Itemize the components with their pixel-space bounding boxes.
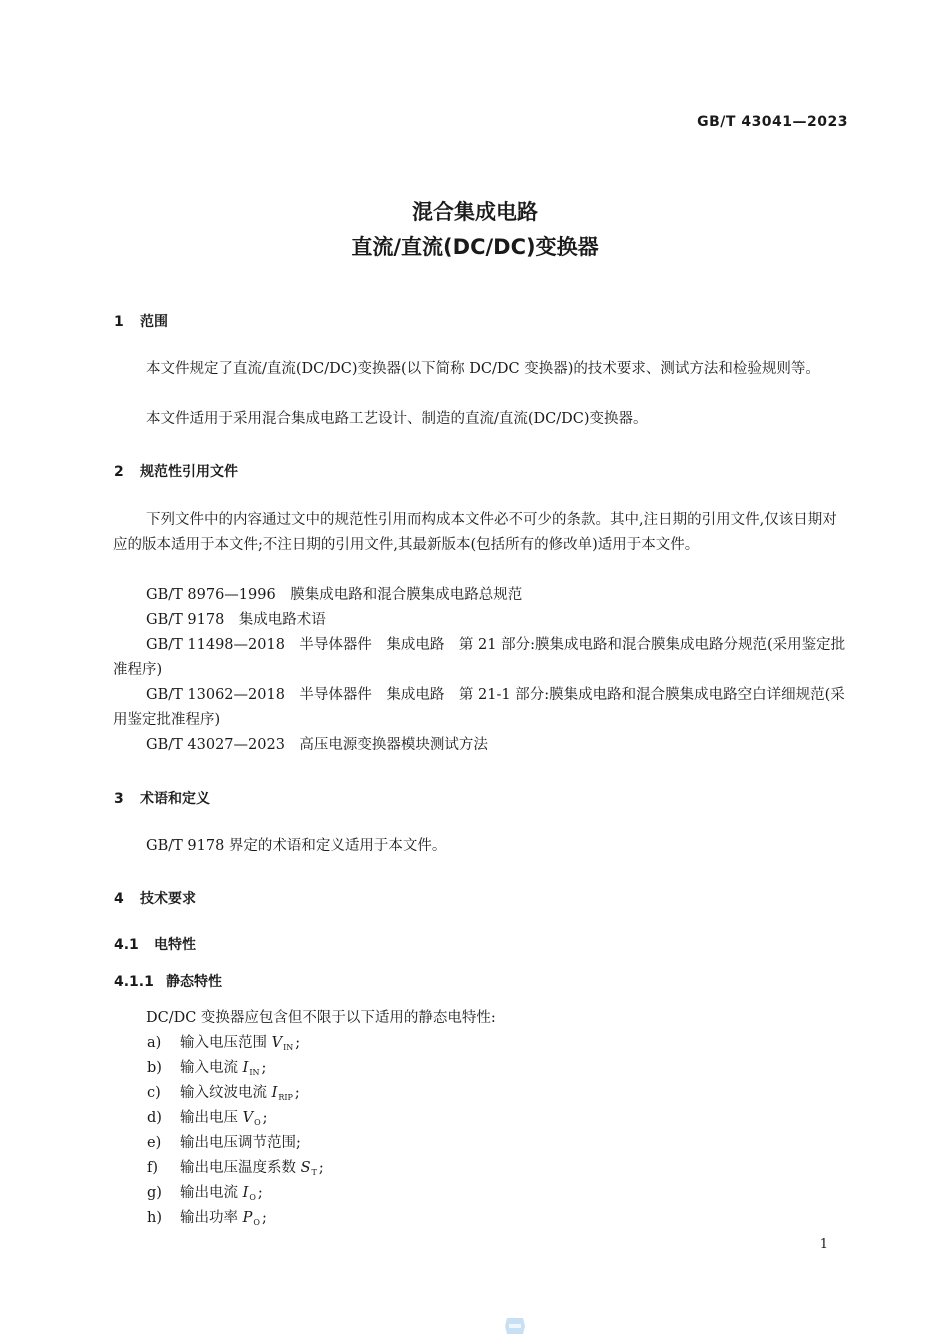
list-end: ; <box>262 1110 268 1126</box>
list-text: 输出电压温度系数 <box>180 1160 301 1176</box>
list-marker: c) <box>147 1085 161 1101</box>
list-end: ; <box>294 1085 300 1101</box>
symbol-subscript: IN <box>283 1043 294 1052</box>
section-number: 2 <box>114 464 124 480</box>
section-title: 范围 <box>140 314 168 330</box>
doc-title-line2: 直流/直流(DC/DC)变换器 <box>351 235 599 259</box>
reference-item: GB/T 43027—2023 高压电源变换器模块测试方法 <box>146 737 488 753</box>
list-end: ; <box>295 1035 301 1051</box>
subsection-heading-electrical <box>114 934 196 954</box>
list-end: ; <box>261 1060 267 1076</box>
symbol: S <box>300 1160 311 1176</box>
reference-item: GB/T 13062—2018 半导体器件 集成电路 第 21-1 部分:膜集成电路和混合膜集成电路空白详细规范(采用鉴定批准程序) <box>113 687 845 728</box>
page-number: 1 <box>819 1237 828 1252</box>
list-marker: g) <box>147 1185 162 1201</box>
symbol: P <box>242 1210 253 1226</box>
list-marker: d) <box>147 1110 162 1126</box>
section-number: 4 <box>114 891 124 907</box>
section-heading-scope <box>114 311 168 331</box>
subsection-heading-static <box>114 971 222 991</box>
reference-item: GB/T 11498—2018 半导体器件 集成电路 第 21 部分:膜集成电路和混合膜集成电路分规范(采用鉴定批准程序) <box>113 637 846 678</box>
section-heading-terms <box>114 788 210 808</box>
list-marker: b) <box>147 1060 162 1076</box>
standard-number: GB/T 43041—2023 <box>697 114 848 130</box>
symbol-subscript: O <box>254 1118 261 1127</box>
normative-refs-intro: 下列文件中的内容通过文中的规范性引用而构成本文件必不可少的条款。其中,注日期的引用文件,仅该日期对应的版本适用于本文件;不注日期的引用文件,其最新版本(包括所有的修改单)适用于本文件。 <box>113 512 837 553</box>
list-text: 输出电压调节范围; <box>180 1135 301 1151</box>
static-intro: DC/DC 变换器应包含但不限于以下适用的静态电特性: <box>146 1010 496 1026</box>
symbol-subscript: O <box>253 1218 260 1227</box>
list-text: 输出电压 <box>180 1110 243 1126</box>
symbol: V <box>271 1035 283 1051</box>
list-text: 输出功率 <box>180 1210 243 1226</box>
list-text: 输入电压范围 <box>180 1035 272 1051</box>
list-end: ; <box>257 1185 263 1201</box>
scope-paragraph-2: 本文件适用于采用混合集成电路工艺设计、制造的直流/直流(DC/DC)变换器。 <box>146 411 648 427</box>
list-marker: h) <box>147 1210 162 1226</box>
section-title: 规范性引用文件 <box>140 464 238 480</box>
symbol: I <box>242 1185 249 1201</box>
list-text: 输出电流 <box>180 1185 243 1201</box>
section-title: 电特性 <box>154 937 196 953</box>
symbol-subscript: T <box>311 1168 317 1177</box>
section-title: 技术要求 <box>140 891 196 907</box>
symbol: I <box>271 1085 278 1101</box>
section-number: 3 <box>114 791 124 807</box>
symbol-subscript: O <box>249 1193 256 1202</box>
terms-paragraph: GB/T 9178 界定的术语和定义适用于本文件。 <box>146 838 447 854</box>
doc-title-line1: 混合集成电路 <box>412 200 538 224</box>
section-number: 4.1 <box>114 937 139 953</box>
list-end: ; <box>261 1210 267 1226</box>
symbol-subscript: RIP <box>278 1093 293 1102</box>
symbol-subscript: IN <box>249 1068 260 1077</box>
list-marker: a) <box>147 1035 162 1051</box>
list-text: 输入电流 <box>180 1060 243 1076</box>
section-number: 1 <box>114 314 124 330</box>
section-title: 静态特性 <box>166 974 222 990</box>
section-heading-tech-req <box>114 888 196 908</box>
symbol: I <box>242 1060 249 1076</box>
list-end: ; <box>318 1160 324 1176</box>
section-number: 4.1.1 <box>114 974 154 990</box>
section-title: 术语和定义 <box>140 791 210 807</box>
watermark-logo-icon <box>503 1314 527 1338</box>
reference-item: GB/T 8976—1996 膜集成电路和混合膜集成电路总规范 <box>146 587 523 603</box>
list-text: 输入纹波电流 <box>180 1085 272 1101</box>
list-marker: e) <box>147 1135 162 1151</box>
symbol: V <box>242 1110 254 1126</box>
scope-paragraph-1: 本文件规定了直流/直流(DC/DC)变换器(以下简称 DC/DC 变换器)的技术要求、测试方法和检验规则等。 <box>146 361 820 377</box>
reference-item: GB/T 9178 集成电路术语 <box>146 612 326 628</box>
list-marker: f) <box>147 1160 159 1176</box>
section-heading-normative-refs <box>114 461 238 481</box>
list-item <box>147 1206 267 1235</box>
list-item <box>147 1131 301 1156</box>
